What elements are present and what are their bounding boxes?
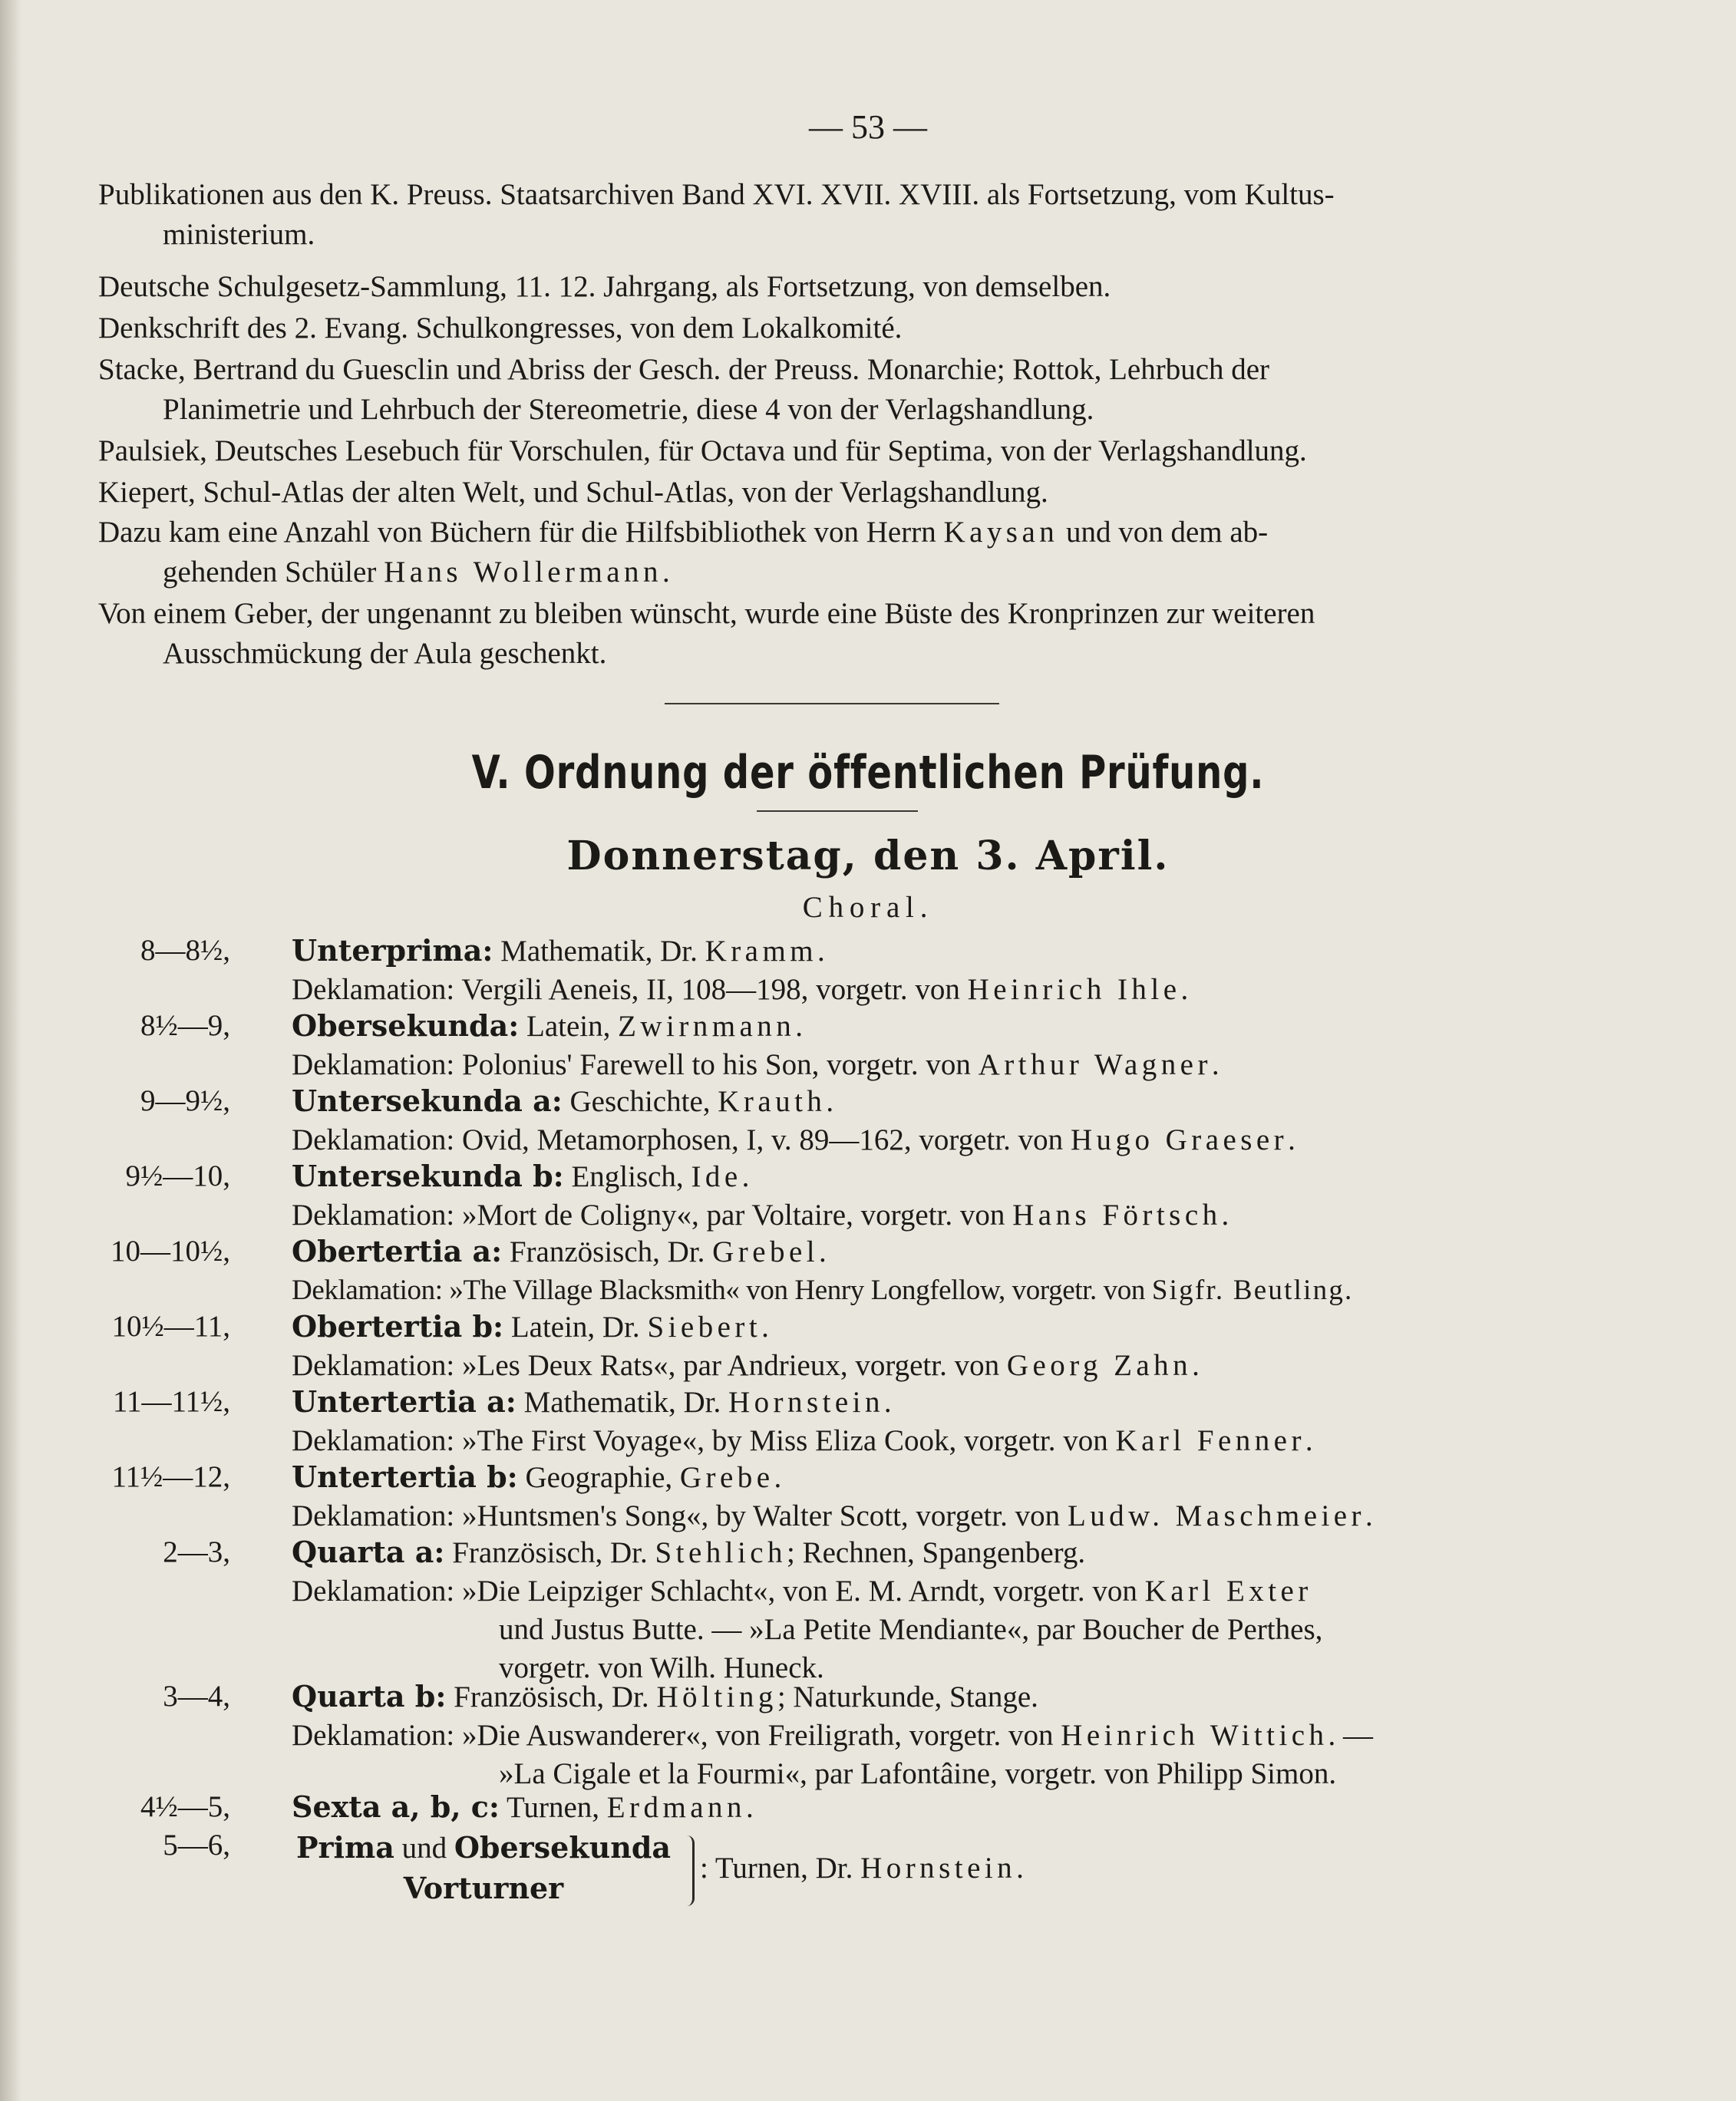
dekl-continuation: und Justus Butte. — »La Petite Mendiante«, par Boucher de Perthes, — [499, 1613, 1323, 1646]
class-name: Obertertia b: — [292, 1309, 504, 1344]
teacher-name: Hornstein — [860, 1852, 1017, 1885]
title-underline — [757, 810, 918, 812]
section-title: V. Ordnung der öffentlichen Prüfung. — [471, 746, 1265, 800]
paragraph-geber — [98, 594, 1587, 674]
dekl-continuation: vorgetr. von Wilh. Huneck. — [499, 1651, 824, 1684]
para-line: Dazu kam eine Anzahl von Büchern für die Hilfsbibliothek von Herrn Kaysan und von dem ab- — [98, 516, 1269, 549]
reciter-name: Sigfr. Beutling — [1151, 1275, 1345, 1306]
teacher-name: Hornstein — [728, 1386, 884, 1419]
teacher-name: Ide — [691, 1160, 742, 1193]
reciter-name: Ludw. Maschmeier — [1067, 1499, 1366, 1532]
reciter-name: Heinrich Wittich — [1061, 1719, 1328, 1752]
schedule-time: 11½—12, — [111, 1460, 230, 1493]
brace-mark — [682, 1835, 695, 1906]
reciter-name: Karl Exter — [1144, 1575, 1312, 1608]
class-name: Untersekunda b: — [292, 1159, 564, 1193]
paragraph-schulgesetz — [98, 267, 1587, 307]
class-name: Prima — [295, 1830, 394, 1865]
class-name: Obertertia a: — [292, 1234, 503, 1268]
choral-label: Choral. — [802, 891, 934, 924]
para-line: Stacke, Bertrand du Guesclin und Abriss der Gesch. der Preuss. Monarchie; Rottok, Lehrbuch der — [98, 353, 1270, 386]
teacher-name: Grebe — [679, 1461, 774, 1494]
paragraph-kiepert — [98, 473, 1587, 513]
paragraph-publikationen — [98, 175, 1587, 255]
para-line: Ausschmückung der Aula geschenkt. — [163, 637, 607, 670]
paragraph-paulsiek — [98, 431, 1587, 471]
class-name: Untersekunda a: — [292, 1083, 563, 1118]
dekl-continuation: »La Cigale et la Fourmi«, par Lafontâine, vorgetr. von Philipp Simon. — [499, 1757, 1337, 1790]
document-page: — 53 — Publikationen aus den K. Preuss. Staatsarchiven Band XVI. XVII. XVIII. als Fortsetzung, vom Kultus- ministerium. Deutsche Schulgesetz-Sammlung, 11. 12. Jahrgang, als Fortsetzung, von demselben. Denkschrift des 2. Evang. Schulkongresses, von dem Lokalkomité. Stacke, Bertrand du Guesclin und Abriss der Gesch. der Preuss. Monarchie; Rottok, Lehrbuch der Planimetrie und Lehrbuch der Stereometrie, diese 4 von der Verlagshandlung. Paulsiek, Deutsches Lesebuch für Vorschulen, für Octava und für Septima, von der Verlagshandlung. Kiepert, Schul-Atlas der alten Welt, und Schul-Atlas, von der Verlagshandlung. Dazu kam eine Anzahl von Büchern für die Hilfsbibliothek von Herrn Kaysan und von dem ab- gehenden Schüler Hans Wollermann. Von einem Geber, der ungenannt zu bleiben wünscht, wurde eine Büste des Kronprinzen zur weiteren Ausschmückung der Aula geschenkt. V. Ordnung der öffentlichen Prüfung. Donnerstag, den 3. April. Choral. 8—8½, Unterprima: Mathematik, Dr. Kramm. Deklamation: Vergili Aeneis, II, 108—198, vorgetr. von Heinrich Ihle. 8½—9, Obersekunda: Latein, Zwirnmann. Deklamation: Polonius' Farewell to his Son, vorgetr. von Arthur Wagner. 9—9½, Untersekunda a: Geschichte, Krauth. Deklamation: Ovid, Metamorphosen, I, v. 89—162, vorgetr. von Hugo Graeser. 9½—10, Untersekunda b: Englisch, Ide. Deklamation: »Mort de Coligny«, par Voltaire, vorgetr. von Hans Förtsch. 10—10½, Obertertia a: Französisch, Dr. Grebel. Deklamation: »The Village Blacksmith« von Henry Longfellow, vorgetr. von Sigfr. Beutling. 10½—11, Obertertia b: Latein, Dr. Siebert. Deklamation: »Les Deux Rats«, par Andrieux, vorgetr. von Georg Zahn. 11—11½, Untertertia a: Mathematik, Dr. Hornstein. Deklamation: »The First Voyage«, by Miss Eliza Cook, vorgetr. von Karl Fenner. 11½—12, Untertertia b: Geographie, Grebe. Deklamation: »Huntsmen's Song«, by Walter Scott, vorgetr. von Ludw. Maschmeier. 2—3, Quarta a: Französisch, Dr. Stehlich; Rechnen, Spangenberg. Deklamation: »Die Leipziger Schlacht«, von E. M. Arndt, vorgetr. von Karl Exter und Justus Butte. — »La Petite Mendiante«, par Boucher de Perthes, vorgetr. von Wilh. Huneck. 3—4, Quarta b: Französisch, Dr. Hölting; Naturkunde, Stange. Deklamation: »Die Auswanderer«, von Freiligrath, vorgetr. von Heinrich Wittich. — »La Cigale et la Fourmi«, par Lafontâine, vorgetr. von Philipp Simon. 4½—5, Sexta a, b, c: Turnen, Erdmann. 5—6, Prima und Obersekunda Vorturner : Turnen, Dr. Hornstein. — [0, 0, 1736, 2101]
teacher-name: Krauth — [718, 1085, 827, 1118]
reciter-name: Georg Zahn — [1006, 1349, 1193, 1382]
page-edge-shadow — [0, 0, 21, 2101]
teacher-name: Kramm — [705, 935, 818, 968]
schedule-time: 11—11½, — [112, 1385, 230, 1418]
day-heading: Donnerstag, den 3. April. — [566, 833, 1170, 879]
schedule-time: 3—4, — [163, 1680, 230, 1713]
para-line: gehenden Schüler Hans Wollermann. — [163, 556, 670, 589]
class-name: Untertertia b: — [292, 1459, 518, 1494]
teacher-name: Erdmann — [606, 1791, 746, 1824]
class-name: Unterprima: — [292, 933, 493, 968]
schedule-time: 5—6, — [163, 1829, 230, 1862]
class-name: Vorturner — [403, 1871, 564, 1905]
schedule-time: 10½—11, — [111, 1310, 230, 1343]
class-name: Untertertia a: — [292, 1384, 517, 1419]
teacher-name: Hölting — [656, 1680, 777, 1713]
schedule-time: 9—9½, — [140, 1084, 230, 1117]
reciter-name: Hans Förtsch — [1012, 1199, 1222, 1232]
schedule-time: 8—8½, — [140, 934, 230, 967]
name-kaysan: Kaysan — [943, 516, 1059, 549]
reciter-name: Heinrich Ihle — [967, 973, 1181, 1006]
para-line: Publikationen aus den K. Preuss. Staatsarchiven Band XVI. XVII. XVIII. als Fortsetzung, vom Kultus- — [98, 178, 1335, 211]
schedule-time: 10—10½, — [111, 1235, 230, 1268]
reciter-name: Arthur Wagner — [978, 1048, 1212, 1081]
class-name: Quarta a: — [292, 1535, 445, 1569]
teacher-name: Grebel — [712, 1235, 820, 1268]
class-name: Quarta b: — [292, 1679, 447, 1713]
para-line: Planimetrie und Lehrbuch der Stereometrie, diese 4 von der Verlagshandlung. — [163, 393, 1094, 426]
para-line: Kiepert, Schul-Atlas der alten Welt, und Schul-Atlas, von der Verlagshandlung. — [98, 476, 1048, 509]
divider-rule — [665, 703, 999, 704]
teacher-name: Siebert — [647, 1311, 762, 1344]
para-line: Von einem Geber, der ungenannt zu bleiben wünscht, wurde eine Büste des Kronprinzen zur weiteren — [98, 597, 1315, 630]
class-name: Obersekunda — [454, 1830, 672, 1865]
class-name: Sexta a, b, c: — [292, 1789, 500, 1824]
reciter-name: Hugo Graeser — [1070, 1123, 1289, 1156]
para-line: ministerium. — [163, 218, 315, 251]
name-wollermann: Hans Wollermann — [384, 556, 662, 589]
paragraph-denkschrift — [98, 308, 1587, 348]
reciter-name: Karl Fenner — [1115, 1424, 1305, 1457]
teacher-name: Zwirnmann — [618, 1010, 796, 1043]
class-name: Obersekunda: — [292, 1008, 520, 1043]
schedule-time: 4½—5, — [140, 1790, 230, 1823]
para-line: Denkschrift des 2. Evang. Schulkongresses, von dem Lokalkomité. — [98, 312, 903, 345]
paragraph-dazu — [98, 513, 1587, 592]
schedule-time: 9½—10, — [125, 1159, 230, 1192]
paragraph-stacke — [98, 350, 1587, 430]
schedule-time: 8½—9, — [140, 1009, 230, 1042]
para-line: Paulsiek, Deutsches Lesebuch für Vorschulen, für Octava und für Septima, von der Verlagshandlung. — [98, 434, 1307, 467]
teacher-name: Stehlich — [655, 1536, 787, 1569]
para-line: Deutsche Schulgesetz-Sammlung, 11. 12. Jahrgang, als Fortsetzung, von demselben. — [98, 270, 1111, 303]
page-number: — 53 — — [809, 108, 927, 146]
schedule-time: 2—3, — [163, 1535, 230, 1568]
